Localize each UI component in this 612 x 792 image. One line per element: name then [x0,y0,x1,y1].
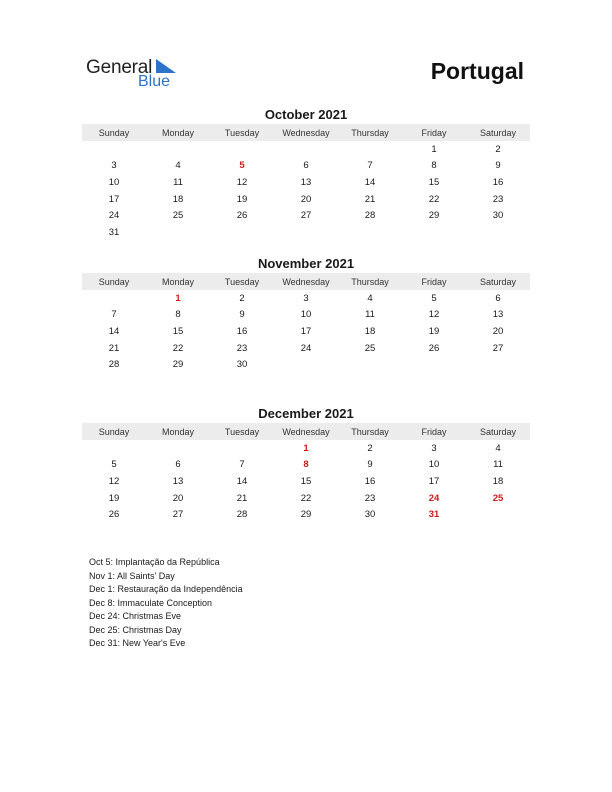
month-title: November 2021 [257,256,355,271]
week-row [82,440,530,457]
day-cell: 26 [428,342,440,354]
day-cell: 7 [239,459,245,471]
day-cell: 14 [236,475,248,487]
logo-triangle-icon [154,59,176,73]
week-row [82,207,530,224]
day-cell: 17 [428,475,440,487]
day-cell: 27 [492,342,504,354]
week-row [82,506,530,523]
holiday-note: Dec 31: New Year's Eve [89,638,186,648]
day-cell: 1 [431,143,437,155]
week-row [82,356,530,373]
day-cell: 4 [495,442,501,454]
day-cell: 16 [492,176,504,188]
day-cell: 20 [300,193,312,205]
day-cell: 29 [428,210,440,222]
weekday-label: Saturday [479,276,517,287]
holiday-note: Dec 8: Immaculate Conception [89,597,213,608]
weekday-label: Sunday [98,276,130,287]
weekday-header [82,124,530,141]
weekday-label: Friday [421,127,447,138]
weekday-label: Sunday [98,426,130,437]
day-cell: 30 [364,509,376,521]
day-cell: 10 [300,309,312,321]
month-october [82,106,530,241]
weekday-label: Thursday [351,127,389,138]
day-cell: 5 [111,459,117,471]
day-cell: 25 [364,342,376,354]
weekday-label: Monday [161,127,195,138]
week-row [82,340,530,357]
logo-word-blue: Blue [138,73,171,90]
day-cell: 16 [364,475,376,487]
month-title: December 2021 [258,406,354,421]
weekday-header [82,423,530,440]
logo-word-general: General [86,57,153,78]
day-cell: 24 [428,492,440,504]
day-cell: 2 [495,143,501,155]
day-cell: 12 [428,309,440,321]
day-cell: 30 [492,210,504,222]
holiday-note: Nov 1: All Saints' Day [89,570,175,581]
day-cell: 31 [428,509,440,521]
day-cell: 4 [367,292,373,304]
week-row [82,307,530,324]
day-cell: 13 [492,309,504,321]
week-row [82,191,530,208]
day-cell: 26 [108,509,120,521]
week-row [82,158,530,175]
weekday-label: Tuesday [224,426,260,437]
day-cell: 25 [172,210,184,222]
day-cell: 28 [364,210,376,222]
day-grid [82,141,530,241]
day-cell: 9 [495,160,501,172]
day-cell: 3 [303,292,309,304]
day-grid [82,440,530,523]
week-row [82,290,530,307]
day-cell: 1 [303,442,309,454]
day-cell: 12 [108,475,120,487]
week-row [82,457,530,474]
generalblue-logo [86,55,206,95]
holiday-note: Oct 5: Implantação da República [89,557,220,567]
day-cell: 1 [175,292,181,304]
weekday-label: Thursday [351,426,389,437]
day-cell: 29 [172,359,184,371]
day-cell: 22 [172,342,184,354]
day-cell: 21 [108,342,120,354]
weekday-label: Thursday [351,276,389,287]
day-cell: 27 [172,509,184,521]
weekday-label: Monday [161,276,195,287]
day-cell: 14 [364,176,376,188]
day-cell: 11 [173,176,183,188]
day-cell: 13 [172,475,184,487]
holiday-note: Dec 1: Restauração da Independência [89,584,243,594]
weekday-label: Tuesday [224,127,260,138]
day-cell: 19 [428,325,440,337]
day-cell: 15 [428,176,440,188]
day-cell: 18 [172,193,184,205]
day-cell: 2 [367,442,373,454]
day-cell: 21 [236,492,248,504]
day-cell: 7 [367,160,373,172]
week-row [82,490,530,507]
weekday-label: Friday [421,276,447,287]
day-cell: 22 [428,193,440,205]
day-cell: 6 [303,160,309,172]
weekday-header [82,273,530,290]
day-cell: 18 [492,475,504,487]
day-cell: 15 [172,325,184,337]
holiday-note: Dec 24: Christmas Eve [89,611,182,621]
day-cell: 7 [111,309,117,321]
day-cell: 3 [111,160,117,172]
day-cell: 21 [364,193,376,205]
weekday-label: Wednesday [282,276,330,287]
day-cell: 31 [108,226,120,238]
day-cell: 23 [492,193,504,205]
day-cell: 23 [364,492,376,504]
country-title: Portugal [430,58,524,84]
day-cell: 14 [108,325,120,337]
holiday-note: Dec 25: Christmas Day [89,624,182,635]
day-cell: 13 [300,176,312,188]
week-row [82,141,530,158]
week-row [82,224,530,241]
day-cell: 20 [492,325,504,337]
day-cell: 5 [431,292,437,304]
day-cell: 19 [236,193,248,205]
day-cell: 12 [236,176,248,188]
day-cell: 24 [108,210,120,222]
day-cell: 22 [300,492,312,504]
day-cell: 9 [367,459,373,471]
weekday-label: Wednesday [282,426,330,437]
month-december [82,405,530,523]
day-cell: 18 [364,325,376,337]
day-cell: 23 [236,342,248,354]
month-title: October 2021 [264,107,348,122]
day-cell: 27 [300,210,312,222]
day-cell: 8 [303,459,309,471]
day-cell: 4 [175,160,181,172]
day-cell: 10 [428,459,440,471]
day-cell: 5 [239,160,245,172]
day-cell: 9 [239,309,245,321]
weekday-label: Wednesday [282,127,330,138]
week-row [82,174,530,191]
day-cell: 26 [236,210,248,222]
weekday-label: Saturday [479,127,517,138]
day-cell: 28 [236,509,248,521]
day-cell: 16 [236,325,248,337]
weekday-label: Saturday [479,426,517,437]
day-cell: 28 [108,359,120,371]
day-cell: 6 [495,292,501,304]
day-cell: 29 [300,509,312,521]
day-cell: 15 [300,475,312,487]
month-november [82,255,530,373]
day-cell: 19 [108,492,120,504]
holiday-list [89,556,243,651]
week-row [82,473,530,490]
day-cell: 3 [431,442,437,454]
day-cell: 10 [108,176,120,188]
day-grid [82,290,530,373]
day-cell: 30 [236,359,248,371]
day-cell: 25 [492,492,504,504]
week-row [82,323,530,340]
day-cell: 8 [431,160,437,172]
day-cell: 11 [365,309,375,321]
weekday-label: Monday [161,426,195,437]
weekday-label: Sunday [98,127,130,138]
day-cell: 8 [175,309,181,321]
day-cell: 17 [108,193,120,205]
day-cell: 24 [300,342,312,354]
day-cell: 6 [175,459,181,471]
weekday-label: Friday [421,426,447,437]
day-cell: 17 [300,325,312,337]
weekday-label: Tuesday [224,276,260,287]
day-cell: 11 [493,459,503,471]
day-cell: 2 [239,292,245,304]
day-cell: 20 [172,492,184,504]
